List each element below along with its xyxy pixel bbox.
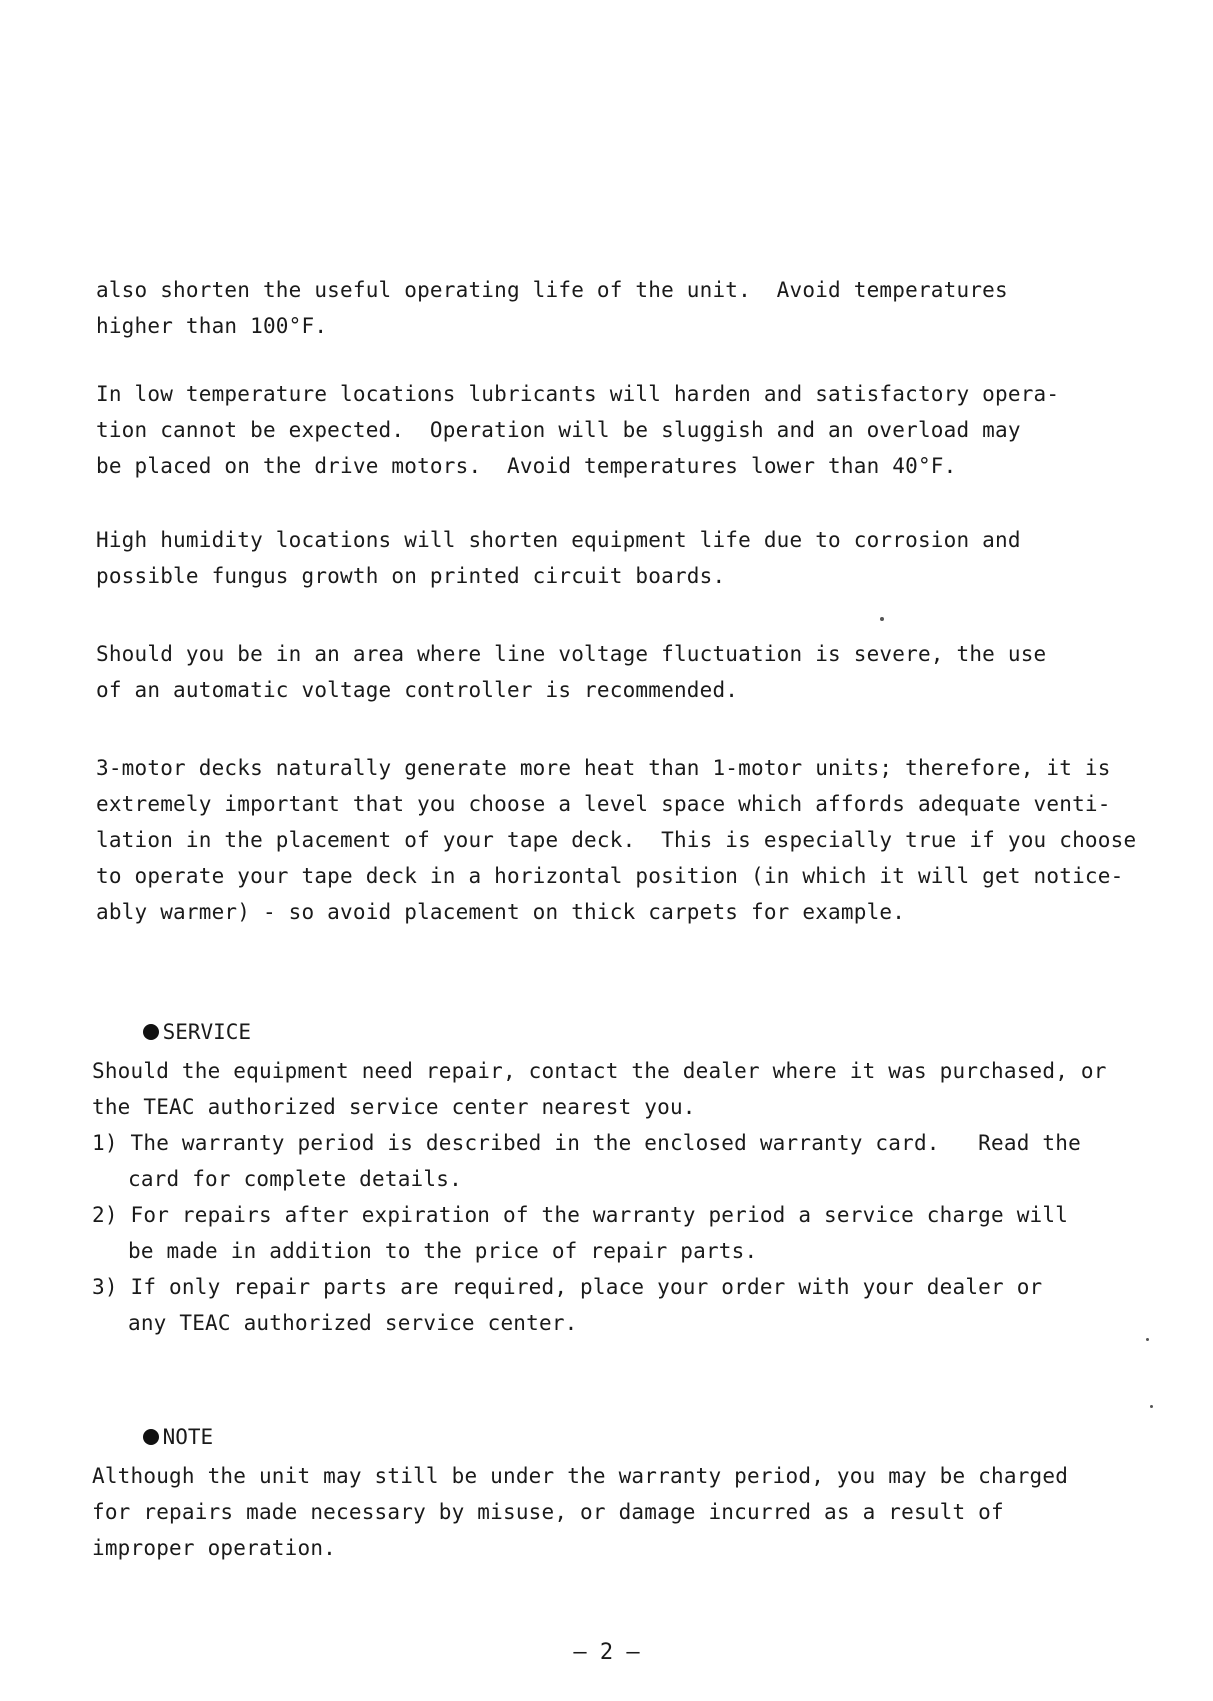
text-line: Should you be in an area where line voltage fluctuation is severe, the use [96,642,1047,666]
scan-speck [1150,1405,1153,1408]
text-line: Should the equipment need repair, contact the dealer where it was purchased, or [92,1059,1107,1083]
text-line: tion cannot be expected. Operation will be sluggish and an overload may [96,418,1021,442]
paragraph-ventilation [96,750,1137,930]
scan-speck [880,617,884,621]
service-section [92,1053,1112,1341]
paragraph-temperature-high [96,272,1116,344]
text-line: In low temperature locations lubricants will harden and satisfactory opera- [96,382,1060,406]
text-line: extremely important that you choose a level space which affords adequate venti- [96,792,1111,816]
paragraph-voltage [96,636,1116,708]
text-line: ably warmer) - so avoid placement on thick carpets for example. [96,900,906,924]
text-line: also shorten the useful operating life of the unit. Avoid temperatures [96,278,1008,302]
note-section [92,1458,1112,1566]
paragraph-humidity [96,522,1116,594]
page-number: — 2 — [573,1640,640,1665]
list-item-line: 2) For repairs after expiration of the warranty period a service charge will [92,1203,1069,1227]
paragraph-temperature-low [96,376,1116,484]
bullet-icon [143,1429,159,1445]
service-heading-text: SERVICE [162,1020,252,1044]
list-item-line: be made in addition to the price of repair parts. [128,1239,758,1263]
note-heading-text: NOTE [162,1425,214,1449]
text-line: possible fungus growth on printed circuit boards. [96,564,726,588]
text-line: the TEAC authorized service center nearest you. [92,1095,696,1119]
list-item-line: 1) The warranty period is described in the enclosed warranty card. Read the [92,1131,1081,1155]
text-line: 3-motor decks naturally generate more heat than 1-motor units; therefore, it is [96,756,1111,780]
text-line: be placed on the drive motors. Avoid temperatures lower than 40°F. [96,454,957,478]
text-line: of an automatic voltage controller is recommended. [96,678,739,702]
text-line: to operate your tape deck in a horizontal position (in which it will get notice- [96,864,1124,888]
text-line: higher than 100°F. [96,314,328,338]
scan-speck [1146,1338,1149,1341]
text-line: improper operation. [92,1536,337,1560]
text-line: Although the unit may still be under the warranty period, you may be charged [92,1464,1069,1488]
text-line: lation in the placement of your tape deck. This is especially true if you choose [96,828,1137,852]
list-item-line: 3) If only repair parts are required, place your order with your dealer or [92,1275,1043,1299]
text-line: High humidity locations will shorten equipment life due to corrosion and [96,528,1021,552]
bullet-icon [143,1024,159,1040]
list-item-line: card for complete details. [128,1167,462,1191]
list-item-line: any TEAC authorized service center. [128,1311,578,1335]
text-line: for repairs made necessary by misuse, or damage incurred as a result of [92,1500,1004,1524]
